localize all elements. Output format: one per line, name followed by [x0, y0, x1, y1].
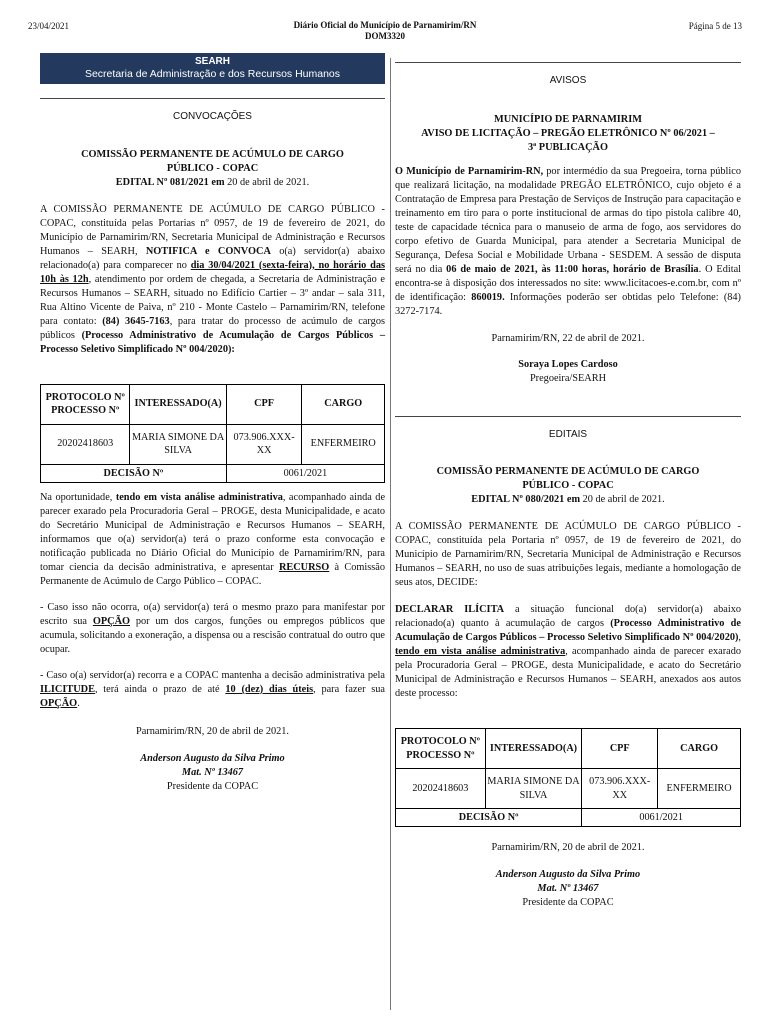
process-reference: (Processo Administrativo de Acumulação de Cargos Públicos – Processo Seletivo Simplificado Nº 004/2020):: [40, 329, 385, 355]
publication-date: 23/04/2021: [28, 21, 70, 31]
cell-interessado: MARIA SIMONE DA SILVA: [130, 424, 226, 464]
notice-title-line1: MUNICÍPIO DE PARNAMIRIM: [494, 113, 642, 125]
decision-number: 0061/2021: [582, 809, 741, 827]
signer-name: Soraya Lopes Cardoso: [518, 358, 618, 370]
signer-registration: Mat. Nº 13467: [181, 766, 244, 778]
col-cargo: CARGO: [658, 729, 741, 769]
signer-role: Presidente da COPAC: [166, 780, 259, 792]
table-row: [41, 424, 385, 464]
cell-protocolo: 20202418603: [41, 424, 130, 464]
ilicitude-term: ILICITUDE: [40, 683, 95, 695]
cell-cargo: ENFERMEIRO: [302, 424, 385, 464]
col-protocolo: PROTOCOLO Nº PROCESSO Nº: [41, 384, 130, 424]
table-header-row: [41, 384, 385, 424]
col-interessado: INTERESSADO(A): [130, 384, 226, 424]
section-title-convocacoes: CONVOCAÇÕES: [173, 111, 252, 122]
declaration-paragraph: [395, 603, 741, 701]
department-banner: [40, 53, 385, 84]
appeal-paragraph: [40, 669, 385, 711]
notice-title-line2: AVISO DE LICITAÇÃO – PREGÃO ELETRÔNICO Nº 06/2021 –: [421, 127, 715, 139]
text-run: - Caso o(a) servidor(a) recorra e a COPAC mantenha a decisão administrativa pela: [40, 669, 385, 681]
text-run: Na oportunidade,: [40, 491, 116, 503]
text-run: , para fazer sua: [313, 683, 386, 695]
text-run: , acompanhado ainda de parecer exarado pela Procuradoria Geral – PROGE, desta Municipalidade, e acato do Secretário Municipal de Administração e Recursos Humanos – SEARH, informamos que o(a) servidor(a) terá o prazo conforme esta convocação e notificação publicada no Diário Oficial do Município de Parnamirim/RN, para tomar ciencia da decisão administrativa, e apresentar: [40, 491, 386, 573]
text-run-bold: DECLARAR ILÍCITA: [395, 604, 505, 616]
col-protocolo: PROTOCOLO Nº PROCESSO Nº: [396, 729, 486, 769]
gazette-title-block: [0, 20, 770, 43]
right-column: [395, 60, 741, 910]
commission-paragraph: A COMISSÃO PERMANENTE DE ACÚMULO DE CARGO PÚBLICO - COPAC, constituída pela Portaria nº 0957, de 19 de fevereiro de 2021, do Município de Parnamirim/RN, Secretaria Municipal de Administração e Recursos Humanos – SEARH, no uso de suas atribuições legais, mediante a homologação de seus atos, DECIDE:: [395, 521, 741, 589]
signer-name: Anderson Augusto da Silva Primo: [140, 752, 285, 764]
section-rule: [395, 416, 741, 417]
edital-number: EDITAL Nº 081/2021 em: [115, 176, 225, 188]
act-title: [395, 465, 741, 493]
recurso-term: RECURSO: [278, 561, 330, 573]
place-date: Parnamirim/RN, 20 de abril de 2021.: [136, 725, 289, 737]
edital-line: [40, 176, 385, 190]
convocation-paragraph: [40, 203, 385, 357]
table-row: [396, 769, 741, 809]
decision-number: 0061/2021: [226, 464, 384, 482]
signer-role: Pregoeira/SEARH: [529, 372, 607, 384]
act-title-line2: PÚBLICO - COPAC: [166, 162, 259, 174]
text-run: por um dos cargos, funções ou empregos públicos que acumula, solicitando a exoneração, a dispensa ou a rescisão contratual do outro que ocupar.: [40, 615, 385, 655]
signer-role: Presidente da COPAC: [522, 897, 614, 909]
text-run: , terá ainda o prazo de até: [94, 683, 226, 695]
act-title: [40, 148, 385, 176]
notice-title-line3: 3ª PUBLICAÇÃO: [527, 141, 609, 153]
cell-cpf: 073.906.XXX-XX: [582, 769, 658, 809]
opcao-term: OPÇÃO: [40, 697, 78, 709]
text-run: por intermédio da sua Pregoeira, torna público que realizará licitação, na modalidade PREGÃO ELETRÔNICO, cujo objeto é a Contratação de Empresa para Prestação de Serviços de Instrução para capacitação e treinamento em tiro para o porte institucional de armas do tipo pistola calibre 40, teste de capacidade técnica para o manuseio de arma de fogo, aos servidores do corpo efetivo de Guarda Municipal, para atender a Secretaria Municipal de Segurança, Defesa Social e Mobilidade Urbana - SESDEM. A sessão de disputa será no dia: [395, 165, 741, 275]
text-run-bold: O Município de Parnamirim-RN,: [395, 165, 544, 177]
edition-number: DOM3320: [365, 31, 405, 42]
bidding-paragraph: [395, 165, 741, 319]
appointment-datetime: dia 30/04/2021 (sexta-feira), no horário das 10h às 12h: [40, 259, 385, 285]
left-column: [40, 53, 385, 794]
col-cpf: CPF: [226, 384, 302, 424]
text-run: , acompanhado ainda de parecer exarado pela Procuradoria Geral – PROGE, desta Municipalidade, e acato do Secretário Municipal de Administração e Recursos Humanos – SEARH, anexados aos autos deste processo:: [395, 646, 741, 700]
text-run: - Caso isso não ocorra, o(a) servidor(a) terá o mesmo prazo para manifestar por escrito sua: [40, 601, 385, 627]
section-title-avisos: AVISOS: [549, 75, 587, 86]
servant-table: [395, 728, 741, 827]
cell-cpf: 073.906.XXX-XX: [226, 424, 302, 464]
edital-line: [395, 493, 741, 507]
opcao-term: OPÇÃO: [92, 615, 131, 627]
decision-label: DECISÃO Nº: [41, 464, 227, 482]
page-number: Página 5 de 13: [688, 21, 742, 31]
signer-name: Anderson Augusto da Silva Primo: [495, 869, 641, 881]
servant-table: [40, 384, 385, 483]
contact-phone: (84) 3645-7163: [102, 315, 170, 327]
text-run: Informações poderão ser obtidas pelo Telefone: (84) 3272-7174.: [395, 291, 741, 317]
session-datetime: 06 de maio de 2021, às 11:00 horas, horário de Brasília: [446, 263, 699, 275]
decision-label: DECISÃO Nº: [396, 809, 582, 827]
column-divider: [390, 58, 391, 1010]
col-cargo: CARGO: [302, 384, 385, 424]
table-header-row: [396, 729, 741, 769]
place-date: Parnamirim/RN, 20 de abril de 2021.: [491, 842, 645, 854]
notice-title: [395, 113, 741, 155]
section-rule: [40, 98, 385, 99]
place-date: Parnamirim/RN, 22 de abril de 2021.: [491, 332, 645, 344]
text-run: a situação funcional do(a) servidor(a) abaixo relacionado(a) quanto à acumulação de cargos: [395, 604, 741, 630]
identification-number: 860019.: [471, 291, 505, 303]
edital-number: EDITAL Nº 080/2021 em: [471, 494, 581, 506]
cell-interessado: MARIA SIMONE DA SILVA: [485, 769, 582, 809]
section-title-editais: EDITAIS: [548, 428, 588, 440]
act-title-line2: PÚBLICO - COPAC: [522, 480, 614, 492]
edital-date: 20 de abril de 2021.: [580, 494, 665, 506]
text-run: ,: [738, 632, 741, 644]
deadline-term: 10 (dez) dias úteis: [225, 683, 314, 695]
process-reference: (Processo Administrativo de Acumulação de Cargos Públicos – Processo Seletivo Simplificado Nº 004/2020): [395, 618, 741, 644]
text-run: , para tratar do processo de acúmulo de cargos públicos: [40, 315, 385, 341]
analysis-term: tendo em vista análise administrativa: [395, 646, 566, 658]
text-run: o(a) servidor(a) abaixo relacionado(a) para comparecer no: [40, 245, 385, 271]
act-title-line1: COMISSÃO PERMANENTE DE ACÚMULO DE CARGO: [436, 466, 700, 478]
signer-registration: Mat. Nº 13467: [537, 883, 599, 895]
text-run-bold: NOTIFICA e CONVOCA: [145, 245, 271, 257]
cell-cargo: ENFERMEIRO: [658, 769, 741, 809]
decision-paragraph: [40, 491, 385, 589]
col-interessado: INTERESSADO(A): [485, 729, 582, 769]
section-rule: [395, 62, 741, 63]
edital-date: 20 de abril de 2021.: [224, 176, 310, 188]
text-run: à Comissão Permanente de Acúmulo de Cargo Público – COPAC.: [40, 561, 386, 587]
text-run: . O Edital encontra-se à disposição dos interessados no site: www.licitacoes-e.com.br, com nº de identificação:: [395, 263, 742, 303]
option-paragraph: [40, 601, 385, 657]
text-run: A COMISSÃO PERMANENTE DE ACÚMULO DE CARGO PÚBLICO - COPAC, constituída pelas Portarias nº 0957, de 19 de fevereiro de 2021, do Município de Parnamirim/RN, Secretaria Municipal de Administração e Recursos Humanos – SEARH,: [40, 203, 385, 257]
text-run-bold: tendo em vista análise administrativa: [115, 491, 283, 503]
banner-acronym: SEARH: [194, 56, 230, 67]
gazette-title: Diário Oficial do Município de Parnamirim/RN: [293, 20, 477, 30]
banner-name: Secretaria de Administração e dos Recursos Humanos: [84, 68, 341, 80]
cell-protocolo: 20202418603: [396, 769, 486, 809]
text-run: , atendimento por ordem de chegada, a Secretaria de Administração e Recursos Humanos – SEARH, situado no Edifício Cartier – 3º andar – sala 311, Rua Altino Vicente de Paiva, nº 210 - Monte Castelo – Parnamirim/RN, telefone para contato:: [40, 273, 385, 327]
decision-row: [396, 809, 741, 827]
decision-row: [41, 464, 385, 482]
text-run: .: [77, 697, 80, 709]
col-cpf: CPF: [582, 729, 658, 769]
act-title-line1: COMISSÃO PERMANENTE DE ACÚMULO DE CARGO: [81, 148, 344, 160]
page-header: [0, 20, 770, 44]
